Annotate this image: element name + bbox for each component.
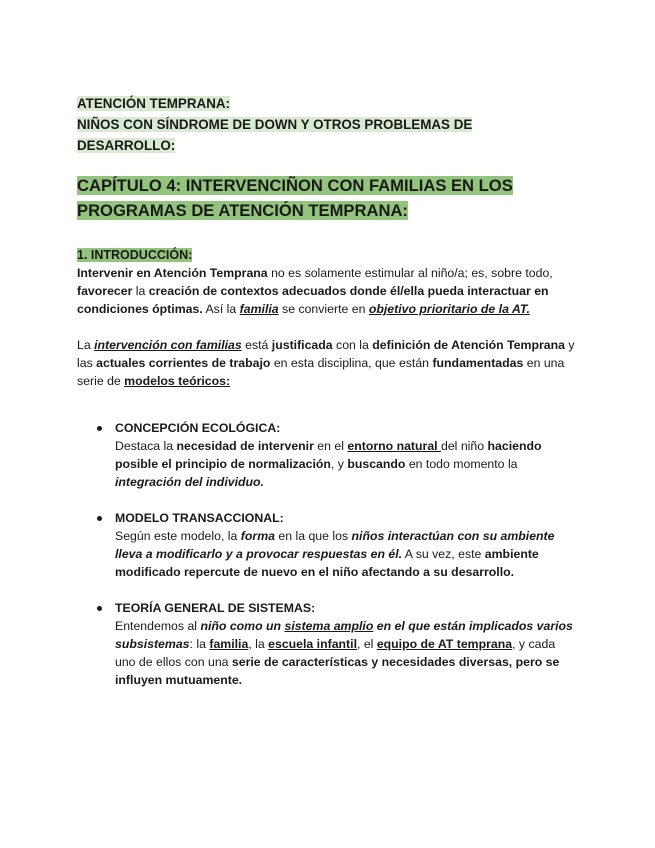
eco-t8: buscando xyxy=(347,457,406,471)
intro-s7: familia xyxy=(239,302,279,316)
just-s10: fundamentadas xyxy=(432,356,524,370)
intro-s5: creación de contextos adecuados donde él/ella pueda interactuar en condiciones óptimas. xyxy=(77,284,549,316)
bullet-icon xyxy=(97,516,102,521)
header-line-2: NIÑOS CON SÍNDROME DE DOWN Y OTROS PROBLEMAS DE DESARROLLO: xyxy=(77,117,473,153)
bullet-icon xyxy=(97,606,102,611)
eco-t2: necesidad de intervenir xyxy=(176,439,314,453)
eco-t4: entorno natural xyxy=(347,439,441,453)
model-heading-systems: TEORÍA GENERAL DE SISTEMAS: xyxy=(115,601,316,615)
header-line-1: ATENCIÓN TEMPRANA: xyxy=(77,96,230,111)
trans-t1: Según este modelo, la xyxy=(115,529,241,543)
trans-t4: niños interactúan con su ambiente lleva a modificarlo y a provocar respuestas en él. xyxy=(115,529,555,561)
sys-t6: familia xyxy=(209,637,249,651)
sys-t12: serie de características y necesidades diversas, pero se influyen mutuamente. xyxy=(115,655,560,687)
eco-t9: en todo momento la xyxy=(405,457,518,471)
sys-t9: , el xyxy=(356,637,377,651)
trans-t2: forma xyxy=(240,529,275,543)
justification-paragraph xyxy=(77,336,587,390)
intro-s4: la xyxy=(132,284,149,298)
just-s9: en esta disciplina, que están xyxy=(270,356,433,370)
intro-s2: no es solamente estimular al niño/a; es, sobre todo, xyxy=(267,266,553,280)
sys-t4: en el que están implicados varios subsistemas xyxy=(115,619,573,651)
sys-t5: : la xyxy=(189,637,210,651)
just-s3: está xyxy=(241,338,272,352)
eco-t5: del niño xyxy=(441,439,488,453)
model-heading-ecological: CONCEPCIÓN ECOLÓGICA: xyxy=(115,421,281,435)
just-s8: actuales corrientes de trabajo xyxy=(96,356,271,370)
sys-t1: Entendemos al xyxy=(115,619,201,633)
bullet-icon xyxy=(97,426,102,431)
list-item xyxy=(77,419,577,491)
eco-t6: haciendo posible el principio de normalización xyxy=(115,439,542,471)
section-heading xyxy=(77,246,192,264)
sys-t11: , y cada uno de ellos con una xyxy=(115,637,556,669)
eco-t1: Destaca la xyxy=(115,439,177,453)
list-item xyxy=(77,509,577,581)
intro-s9: objetivo prioritario de la AT. xyxy=(368,302,530,316)
sys-t8: escuela infantil xyxy=(268,637,357,651)
section-heading-text: 1. INTRODUCCIÓN: xyxy=(77,248,193,262)
just-s4: justificada xyxy=(271,338,333,352)
chapter-title-text: CAPÍTULO 4: INTERVENCIÑON CON FAMILIAS EN LOS PROGRAMAS DE ATENCIÓN TEMPRANA: xyxy=(77,176,513,220)
sys-t10: equipo de AT temprana xyxy=(376,637,513,651)
trans-t3: en la que los xyxy=(274,529,352,543)
sys-t7: , la xyxy=(248,637,269,651)
trans-t5: A su vez, este xyxy=(402,547,485,561)
intro-s3: favorecer xyxy=(77,284,133,298)
just-s5: con la xyxy=(332,338,373,352)
just-s11: en una serie de xyxy=(77,356,565,388)
just-s2: intervención con familias xyxy=(94,338,242,352)
intro-paragraph xyxy=(77,264,587,318)
eco-t3: en el xyxy=(313,439,348,453)
intro-s1: Intervenir en Atención Temprana xyxy=(77,266,268,280)
models-list xyxy=(77,419,577,707)
just-s1: La xyxy=(77,338,95,352)
document-header xyxy=(77,93,557,156)
eco-t7: , y xyxy=(330,457,348,471)
intro-s6: Así la xyxy=(202,302,240,316)
trans-t6: ambiente modificado repercute de nuevo en el niño afectando a su desarrollo. xyxy=(115,547,539,579)
sys-t3: sistema amplio xyxy=(284,619,374,633)
model-heading-transactional: MODELO TRANSACCIONAL: xyxy=(115,511,284,525)
eco-t10: integración del individuo. xyxy=(115,475,264,489)
chapter-title xyxy=(77,174,577,223)
list-item xyxy=(77,599,577,689)
intro-s8: se convierte en xyxy=(278,302,369,316)
just-s7: y las xyxy=(77,338,575,370)
sys-t2: niño como un xyxy=(200,619,285,633)
just-s6: definición de Atención Temprana xyxy=(372,338,565,352)
just-s12: modelos teóricos: xyxy=(124,374,231,388)
